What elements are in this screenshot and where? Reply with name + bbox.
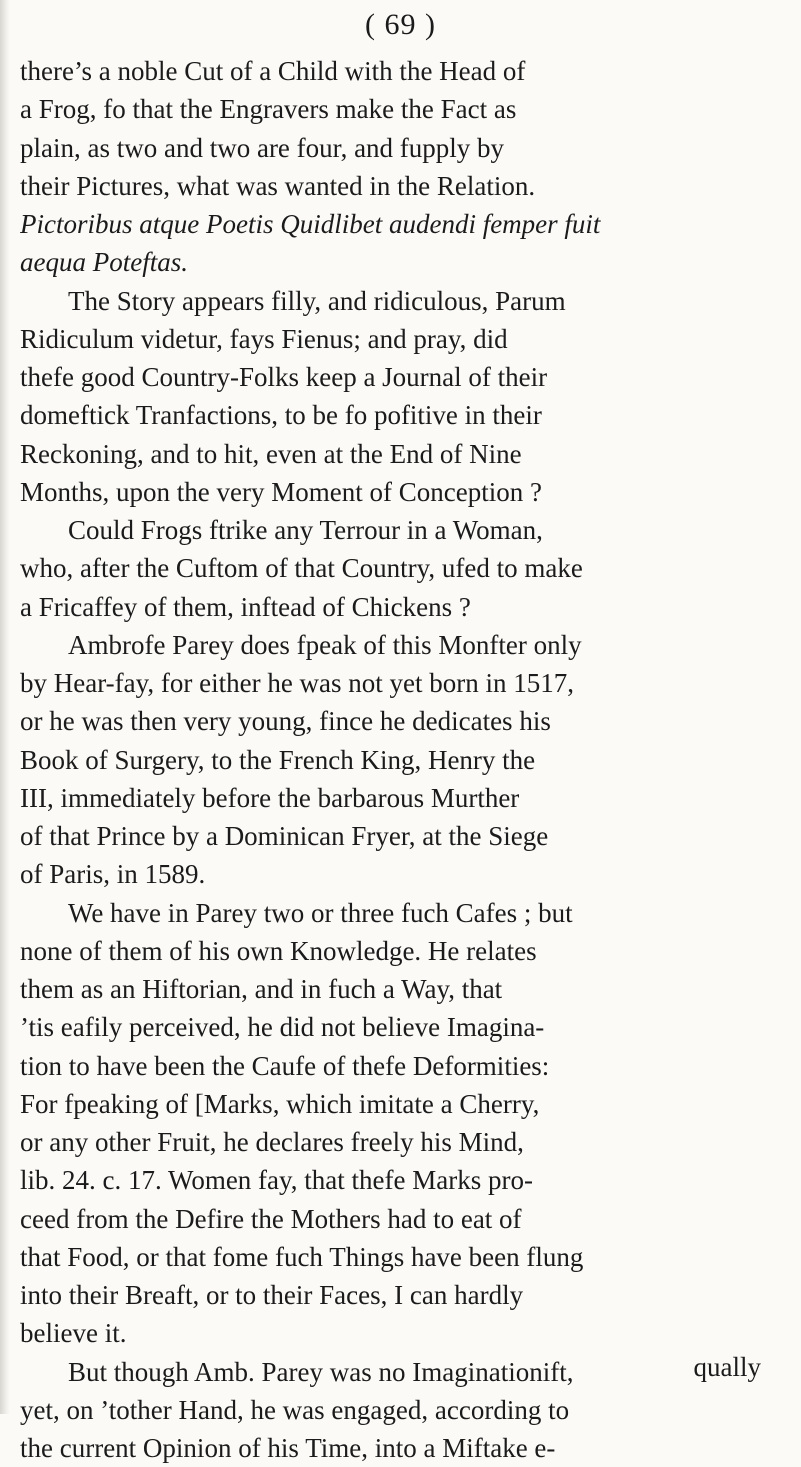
text-line: or he was then very young, fince he dedicates his bbox=[20, 706, 551, 737]
text-line: plain, as two and two are four, and fupply by bbox=[20, 132, 505, 163]
text-line: of that Prince by a Dominican Fryer, at the Siege bbox=[20, 821, 549, 851]
catchword: qually bbox=[693, 1352, 761, 1382]
text-line: Ambrofe Parey does fpeak of this Monfter only bbox=[68, 629, 582, 660]
text-line: that Food, or that fome fuch Things have been flung bbox=[20, 1241, 584, 1272]
text-line: none of them of his own Knowledge. He relates bbox=[20, 935, 537, 966]
text-line: ceed from the Defire the Mothers had to eat of bbox=[20, 1203, 522, 1234]
text-line: Months, upon the very Moment of Conception ? bbox=[20, 476, 542, 507]
text-line: The Story appears filly, and ridiculous, Parum bbox=[68, 285, 566, 316]
text-line: Could Frogs ftrike any Terrour in a Woman, bbox=[68, 515, 543, 545]
text-line: ’tis eafily perceived, he did not believe Imagina- bbox=[20, 1012, 545, 1043]
page-gutter-shadow bbox=[0, 0, 10, 1414]
text-line: III, immediately before the barbarous Murther bbox=[20, 782, 520, 813]
text-line: We have in Parey two or three fuch Cafes ; but bbox=[68, 897, 573, 928]
text-line: or any other Fruit, he declares freely his Mind, bbox=[20, 1127, 524, 1157]
text-line: aequa Poteftas. bbox=[20, 247, 188, 278]
text-line: by Hear-fay, for either he was not yet born in 1517, bbox=[20, 668, 575, 698]
text-line: there’s a noble Cut of a Child with the Head of bbox=[20, 56, 526, 86]
text-line: their Pictures, what was wanted in the Relation. bbox=[20, 170, 536, 201]
page-number-header: ( 69 ) bbox=[365, 8, 436, 41]
text-line: domeftick Tranfactions, to be fo pofitive in their bbox=[20, 400, 542, 431]
text-line: believe it. bbox=[20, 1318, 127, 1349]
text-line: a Fricaffey of them, inftead of Chickens ? bbox=[20, 591, 471, 622]
text-line: But though Amb. Parey was no Imaginationift, bbox=[68, 1356, 574, 1387]
text-line: For fpeaking of [Marks, which imitate a Cherry, bbox=[20, 1088, 540, 1119]
text-line: Reckoning, and to hit, even at the End of Nine bbox=[20, 438, 522, 469]
text-line: lib. 24. c. 17. Women fay, that thefe Marks pro- bbox=[20, 1165, 533, 1196]
text-line: who, after the Cuftom of that Country, ufed to make bbox=[20, 553, 583, 584]
text-line: tion to have been the Caufe of thefe Deformities: bbox=[20, 1050, 550, 1081]
text-line: thefe good Country-Folks keep a Journal of their bbox=[20, 362, 548, 392]
body-text bbox=[20, 52, 786, 1467]
text-line: of Paris, in 1589. bbox=[20, 859, 206, 890]
text-line: yet, on ’tother Hand, he was engaged, according to bbox=[20, 1394, 570, 1425]
text-line: a Frog, fo that the Engravers make the Fact as bbox=[20, 94, 517, 125]
text-line: them as an Hiftorian, and in fuch a Way, that bbox=[20, 974, 503, 1004]
text-line: the current Opinion of his Time, into a Miftake e- bbox=[20, 1433, 556, 1463]
text-line: Ridiculum videtur, fays Fienus; and pray, did bbox=[20, 323, 508, 354]
text-line: into their Breaft, or to their Faces, I can hardly bbox=[20, 1280, 524, 1310]
text-line: Book of Surgery, to the French King, Henry the bbox=[20, 744, 536, 775]
text-line: Pictoribus atque Poetis Quidlibet audendi femper fuit bbox=[20, 209, 601, 239]
